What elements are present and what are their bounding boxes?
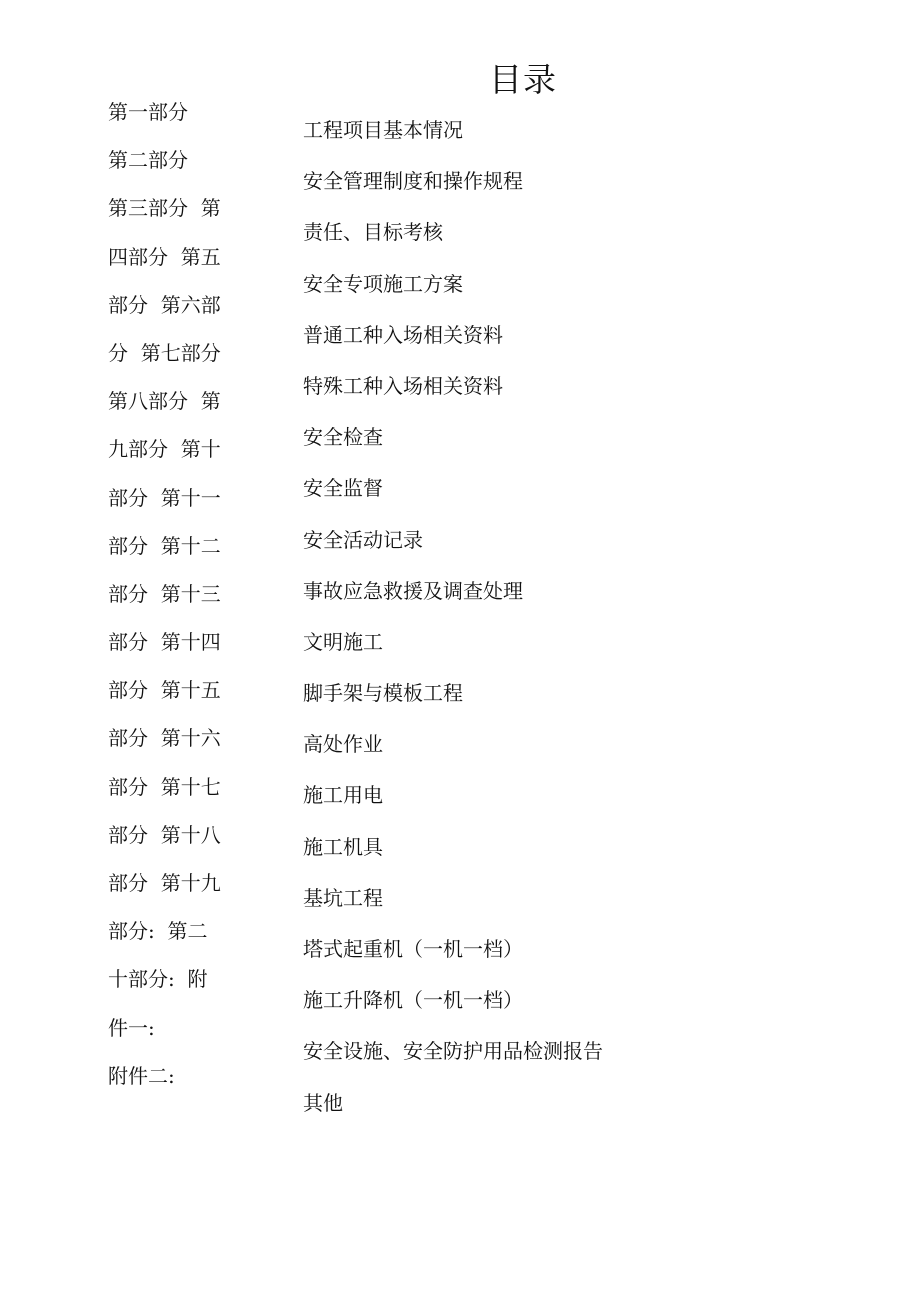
part-label-line: 部分 第十四 (108, 630, 221, 655)
toc-entry: 文明施工 (303, 629, 383, 654)
part-label-line: 第二部分 (108, 148, 188, 173)
part-label-line: 部分 第十一 (108, 485, 221, 510)
part-label-line: 部分 第十五 (108, 678, 221, 703)
toc-entry: 特殊工种入场相关资料 (303, 373, 503, 398)
part-label-line: 部分 第十七 (108, 774, 221, 799)
toc-entry: 安全管理制度和操作规程 (303, 169, 523, 194)
toc-entry: 脚手架与模板工程 (303, 681, 463, 706)
toc-entry: 安全监督 (303, 476, 383, 501)
part-label-line: 附件二: (108, 1063, 175, 1088)
part-label-line: 第八部分 第 (108, 389, 221, 414)
part-label-line: 件一: (108, 1015, 155, 1040)
toc-entry: 普通工种入场相关资料 (303, 322, 503, 347)
toc-entry: 安全专项施工方案 (303, 271, 463, 296)
toc-entry: 工程项目基本情况 (303, 118, 463, 142)
toc-entry: 事故应急救援及调查处理 (303, 578, 523, 603)
part-label-column (108, 92, 233, 1104)
toc-entry: 高处作业 (303, 732, 383, 757)
part-label-line: 九部分 第十 (108, 437, 221, 462)
part-label-line: 部分 第十二 (108, 533, 221, 558)
toc-entry: 其他 (303, 1090, 343, 1115)
part-label-line: 部分 第十八 (108, 822, 221, 847)
part-label-line: 十部分: 附 (108, 967, 208, 992)
section-title-column (303, 110, 603, 1134)
toc-entry: 安全设施、安全防护用品检测报告 (303, 1039, 603, 1064)
part-label-line: 第一部分 (108, 100, 188, 124)
toc-entry: 塔式起重机（一机一档） (303, 937, 523, 961)
part-label-line: 部分 第十九 (108, 871, 221, 895)
toc-entry: 基坑工程 (303, 885, 383, 910)
toc-entry: 施工升降机（一机一档） (303, 988, 523, 1013)
toc-entry: 安全活动记录 (303, 527, 423, 552)
toc-entry: 安全检查 (303, 425, 383, 450)
toc-entry: 施工机具 (303, 834, 383, 859)
page-title: 目录 (489, 60, 557, 99)
part-label-line: 分 第七部分 (108, 340, 221, 365)
part-label-line: 四部分 第五 (108, 244, 221, 269)
toc-entry: 责任、目标考核 (303, 220, 443, 245)
toc-entry: 施工用电 (303, 783, 383, 808)
part-label-line: 部分 第十三 (108, 581, 221, 606)
part-label-line: 第三部分 第 (108, 196, 221, 221)
part-label-line: 部分: 第二 (108, 919, 208, 944)
part-label-line: 部分 第十六 (108, 726, 221, 751)
part-label-line: 部分 第六部 (108, 292, 221, 317)
